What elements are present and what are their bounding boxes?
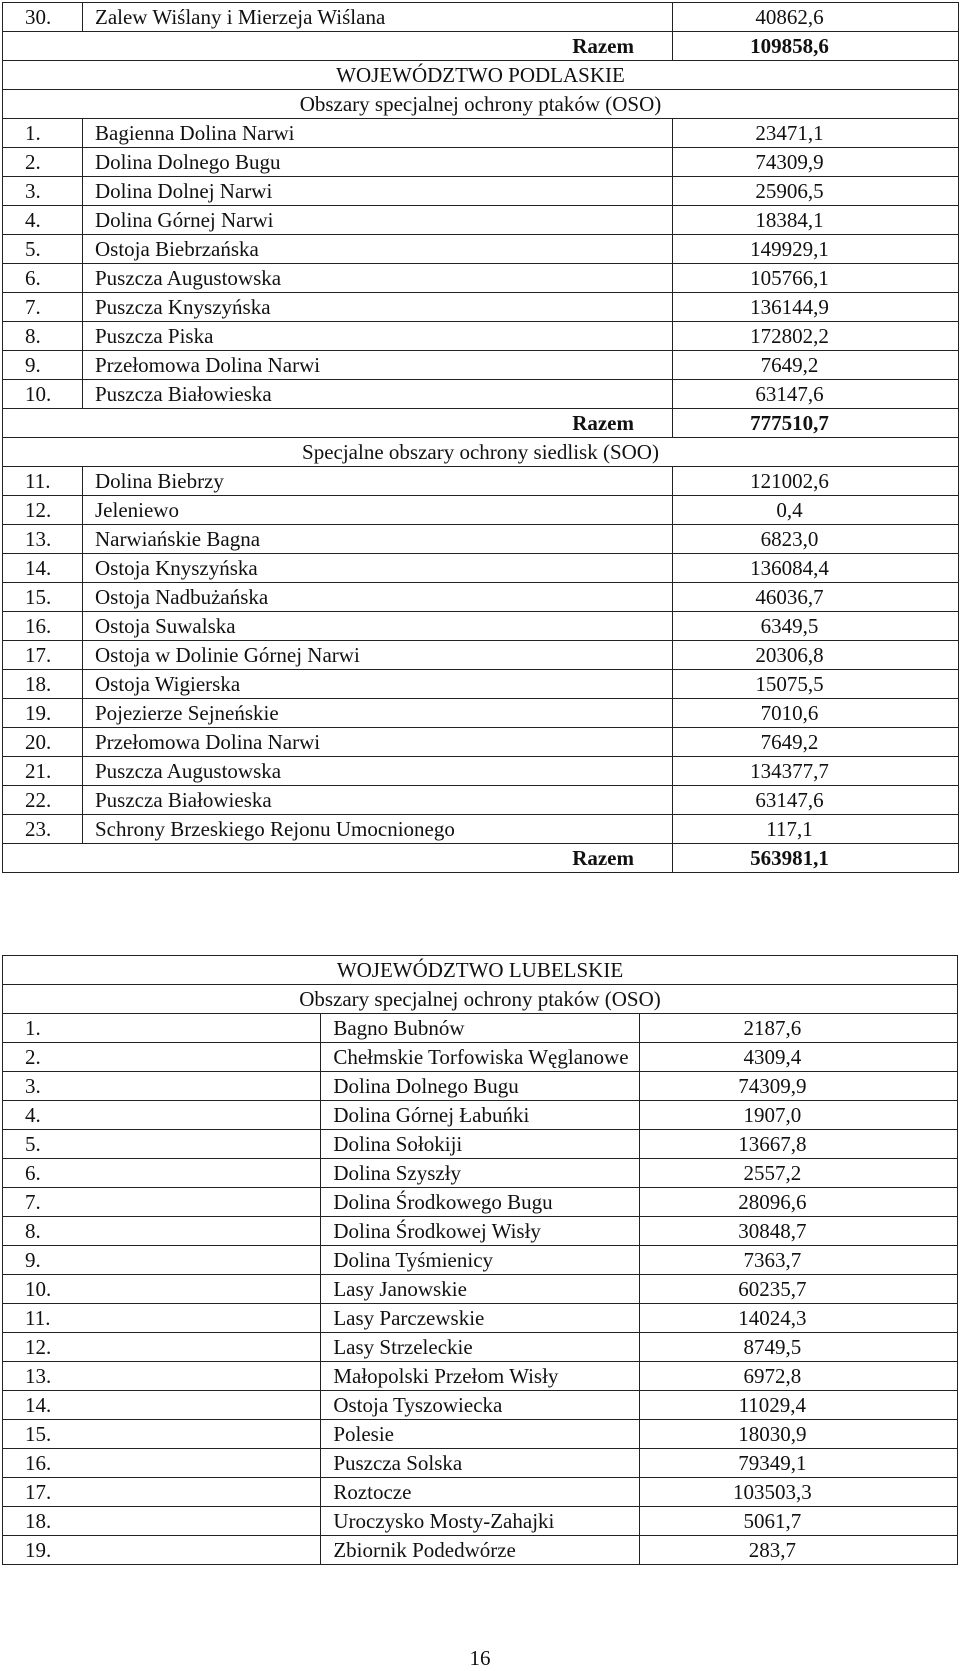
area-value: 25906,5: [673, 177, 959, 206]
section-header-row: [3, 438, 959, 467]
area-name: Przełomowa Dolina Narwi: [83, 728, 673, 757]
area-value: 63147,6: [673, 380, 959, 409]
area-name: Narwiańskie Bagna: [83, 525, 673, 554]
table-row: [3, 815, 959, 844]
area-value: 46036,7: [673, 583, 959, 612]
area-value: 0,4: [673, 496, 959, 525]
area-value: 20306,8: [673, 641, 959, 670]
table-row: [3, 757, 959, 786]
table-row: [3, 1014, 958, 1043]
row-number: 8.: [3, 1217, 321, 1246]
table-row: [3, 467, 959, 496]
area-value: 79349,1: [639, 1449, 957, 1478]
area-value: 136144,9: [673, 293, 959, 322]
row-number: 19.: [3, 699, 83, 728]
row-number: 2.: [3, 1043, 321, 1072]
area-value: 74309,9: [673, 148, 959, 177]
total-value: 109858,6: [673, 32, 959, 61]
row-number: 17.: [3, 1478, 321, 1507]
area-name: Puszcza Białowieska: [83, 786, 673, 815]
row-number: 13.: [3, 1362, 321, 1391]
row-number: 10.: [3, 380, 83, 409]
area-value: 18030,9: [639, 1420, 957, 1449]
area-value: 18384,1: [673, 206, 959, 235]
area-name: Ostoja Nadbużańska: [83, 583, 673, 612]
area-value: 6349,5: [673, 612, 959, 641]
area-value: 60235,7: [639, 1275, 957, 1304]
table-row: [3, 641, 959, 670]
area-name: Dolina Dolnej Narwi: [83, 177, 673, 206]
area-name: Puszcza Augustowska: [83, 757, 673, 786]
area-value: 7649,2: [673, 351, 959, 380]
table-row: [3, 1159, 958, 1188]
table-row: [3, 1246, 958, 1275]
row-number: 13.: [3, 525, 83, 554]
page-number: 16: [469, 1646, 491, 1670]
area-value: 40862,6: [673, 3, 959, 32]
row-number: 16.: [3, 1449, 321, 1478]
area-value: 28096,6: [639, 1188, 957, 1217]
area-name: Zbiornik Podedwórze: [321, 1536, 639, 1565]
area-name: Pojezierze Sejneńskie: [83, 699, 673, 728]
section-header-row: [3, 61, 959, 90]
area-value: 23471,1: [673, 119, 959, 148]
area-name: Chełmskie Torfowiska Węglanowe: [321, 1043, 639, 1072]
lubelskie-table-body: [3, 956, 958, 1565]
table-row: [3, 351, 959, 380]
area-name: Puszcza Solska: [321, 1449, 639, 1478]
row-number: 10.: [3, 1275, 321, 1304]
podlaskie-table: [2, 2, 959, 873]
row-number: 7.: [3, 293, 83, 322]
area-name: Ostoja Biebrzańska: [83, 235, 673, 264]
row-number: 5.: [3, 235, 83, 264]
area-name: Dolina Górnej Narwi: [83, 206, 673, 235]
table-row: [3, 235, 959, 264]
area-name: Dolina Górnej Łabuńki: [321, 1101, 639, 1130]
row-number: 21.: [3, 757, 83, 786]
area-name: Puszcza Knyszyńska: [83, 293, 673, 322]
table-row: [3, 1507, 958, 1536]
area-name: Ostoja Wigierska: [83, 670, 673, 699]
table-row: [3, 583, 959, 612]
table-row: [3, 1275, 958, 1304]
row-number: 12.: [3, 1333, 321, 1362]
total-label: Razem: [3, 844, 673, 873]
area-value: 1907,0: [639, 1101, 957, 1130]
table-row: [3, 1420, 958, 1449]
table-row: [3, 496, 959, 525]
row-number: 14.: [3, 554, 83, 583]
table-row: [3, 1449, 958, 1478]
area-value: 7649,2: [673, 728, 959, 757]
total-value: 563981,1: [673, 844, 959, 873]
area-value: 4309,4: [639, 1043, 957, 1072]
area-value: 13667,8: [639, 1130, 957, 1159]
area-value: 6823,0: [673, 525, 959, 554]
section-header: Obszary specjalnej ochrony ptaków (OSO): [3, 985, 958, 1014]
row-number: 19.: [3, 1536, 321, 1565]
table-row: [3, 380, 959, 409]
area-value: 5061,7: [639, 1507, 957, 1536]
area-name: Jeleniewo: [83, 496, 673, 525]
area-name: Dolina Tyśmienicy: [321, 1246, 639, 1275]
table-row: [3, 177, 959, 206]
table-row: [3, 554, 959, 583]
row-number: 16.: [3, 612, 83, 641]
area-name: Bagienna Dolina Narwi: [83, 119, 673, 148]
table-row: [3, 525, 959, 554]
area-name: Puszcza Piska: [83, 322, 673, 351]
section-header-row: [3, 956, 958, 985]
total-label: Razem: [3, 409, 673, 438]
area-name: Przełomowa Dolina Narwi: [83, 351, 673, 380]
row-number: 3.: [3, 177, 83, 206]
section-header: WOJEWÓDZTWO PODLASKIE: [3, 61, 959, 90]
row-number: 23.: [3, 815, 83, 844]
row-number: 4.: [3, 1101, 321, 1130]
area-value: 149929,1: [673, 235, 959, 264]
area-name: Dolina Sołokiji: [321, 1130, 639, 1159]
area-name: Dolina Dolnego Bugu: [321, 1072, 639, 1101]
area-name: Dolina Środkowej Wisły: [321, 1217, 639, 1246]
area-name: Uroczysko Mosty-Zahajki: [321, 1507, 639, 1536]
area-name: Dolina Biebrzy: [83, 467, 673, 496]
row-number: 7.: [3, 1188, 321, 1217]
area-value: 105766,1: [673, 264, 959, 293]
table-row: [3, 1391, 958, 1420]
area-name: Ostoja Suwalska: [83, 612, 673, 641]
section-header: Specjalne obszary ochrony siedlisk (SOO): [3, 438, 959, 467]
total-row: [3, 409, 959, 438]
table-row: [3, 119, 959, 148]
table-row: [3, 293, 959, 322]
area-value: 283,7: [639, 1536, 957, 1565]
table-row: [3, 1217, 958, 1246]
table-row: [3, 322, 959, 351]
table-row: [3, 1333, 958, 1362]
area-value: 8749,5: [639, 1333, 957, 1362]
row-number: 4.: [3, 206, 83, 235]
row-number: 3.: [3, 1072, 321, 1101]
row-number: 18.: [3, 1507, 321, 1536]
section-header-row: [3, 90, 959, 119]
section-header-row: [3, 985, 958, 1014]
table-row: [3, 1536, 958, 1565]
area-name: Małopolski Przełom Wisły: [321, 1362, 639, 1391]
table-row: [3, 3, 959, 32]
total-row: [3, 32, 959, 61]
area-name: Dolina Dolnego Bugu: [83, 148, 673, 177]
area-name: Lasy Parczewskie: [321, 1304, 639, 1333]
table-row: [3, 148, 959, 177]
podlaskie-table-body: [3, 3, 959, 873]
row-number: 30.: [3, 3, 83, 32]
area-value: 14024,3: [639, 1304, 957, 1333]
area-name: Ostoja w Dolinie Górnej Narwi: [83, 641, 673, 670]
row-number: 1.: [3, 119, 83, 148]
area-value: 15075,5: [673, 670, 959, 699]
total-value: 777510,7: [673, 409, 959, 438]
area-name: Puszcza Białowieska: [83, 380, 673, 409]
area-name: Polesie: [321, 1420, 639, 1449]
table-row: [3, 1072, 958, 1101]
area-value: 74309,9: [639, 1072, 957, 1101]
row-number: 14.: [3, 1391, 321, 1420]
area-value: 63147,6: [673, 786, 959, 815]
area-value: 30848,7: [639, 1217, 957, 1246]
section-header: WOJEWÓDZTWO LUBELSKIE: [3, 956, 958, 985]
row-number: 6.: [3, 1159, 321, 1188]
area-name: Ostoja Tyszowiecka: [321, 1391, 639, 1420]
row-number: 6.: [3, 264, 83, 293]
row-number: 11.: [3, 1304, 321, 1333]
section-header: Obszary specjalnej ochrony ptaków (OSO): [3, 90, 959, 119]
row-number: 1.: [3, 1014, 321, 1043]
total-label: Razem: [3, 32, 673, 61]
total-row: [3, 844, 959, 873]
area-value: 134377,7: [673, 757, 959, 786]
area-name: Roztocze: [321, 1478, 639, 1507]
row-number: 9.: [3, 1246, 321, 1275]
area-value: 11029,4: [639, 1391, 957, 1420]
table-row: [3, 1043, 958, 1072]
area-name: Zalew Wiślany i Mierzeja Wiślana: [83, 3, 673, 32]
area-value: 117,1: [673, 815, 959, 844]
row-number: 2.: [3, 148, 83, 177]
table-row: [3, 264, 959, 293]
area-name: Dolina Szyszły: [321, 1159, 639, 1188]
area-value: 2187,6: [639, 1014, 957, 1043]
area-name: Lasy Strzeleckie: [321, 1333, 639, 1362]
table-row: [3, 1101, 958, 1130]
row-number: 15.: [3, 583, 83, 612]
area-name: Schrony Brzeskiego Rejonu Umocnionego: [83, 815, 673, 844]
row-number: 5.: [3, 1130, 321, 1159]
row-number: 11.: [3, 467, 83, 496]
table-row: [3, 786, 959, 815]
area-value: 6972,8: [639, 1362, 957, 1391]
table-row: [3, 612, 959, 641]
area-value: 7363,7: [639, 1246, 957, 1275]
table-row: [3, 1130, 958, 1159]
area-name: Lasy Janowskie: [321, 1275, 639, 1304]
table-row: [3, 1304, 958, 1333]
area-value: 2557,2: [639, 1159, 957, 1188]
area-value: 136084,4: [673, 554, 959, 583]
row-number: 18.: [3, 670, 83, 699]
table-row: [3, 728, 959, 757]
area-name: Ostoja Knyszyńska: [83, 554, 673, 583]
area-value: 121002,6: [673, 467, 959, 496]
table-row: [3, 1188, 958, 1217]
table-row: [3, 1362, 958, 1391]
area-value: 172802,2: [673, 322, 959, 351]
area-name: Puszcza Augustowska: [83, 264, 673, 293]
row-number: 20.: [3, 728, 83, 757]
row-number: 17.: [3, 641, 83, 670]
lubelskie-table: [2, 955, 958, 1565]
row-number: 8.: [3, 322, 83, 351]
table-row: [3, 1478, 958, 1507]
table-row: [3, 670, 959, 699]
area-value: 103503,3: [639, 1478, 957, 1507]
area-name: Bagno Bubnów: [321, 1014, 639, 1043]
row-number: 12.: [3, 496, 83, 525]
table-row: [3, 699, 959, 728]
row-number: 15.: [3, 1420, 321, 1449]
row-number: 9.: [3, 351, 83, 380]
row-number: 22.: [3, 786, 83, 815]
area-value: 7010,6: [673, 699, 959, 728]
area-name: Dolina Środkowego Bugu: [321, 1188, 639, 1217]
table-row: [3, 206, 959, 235]
